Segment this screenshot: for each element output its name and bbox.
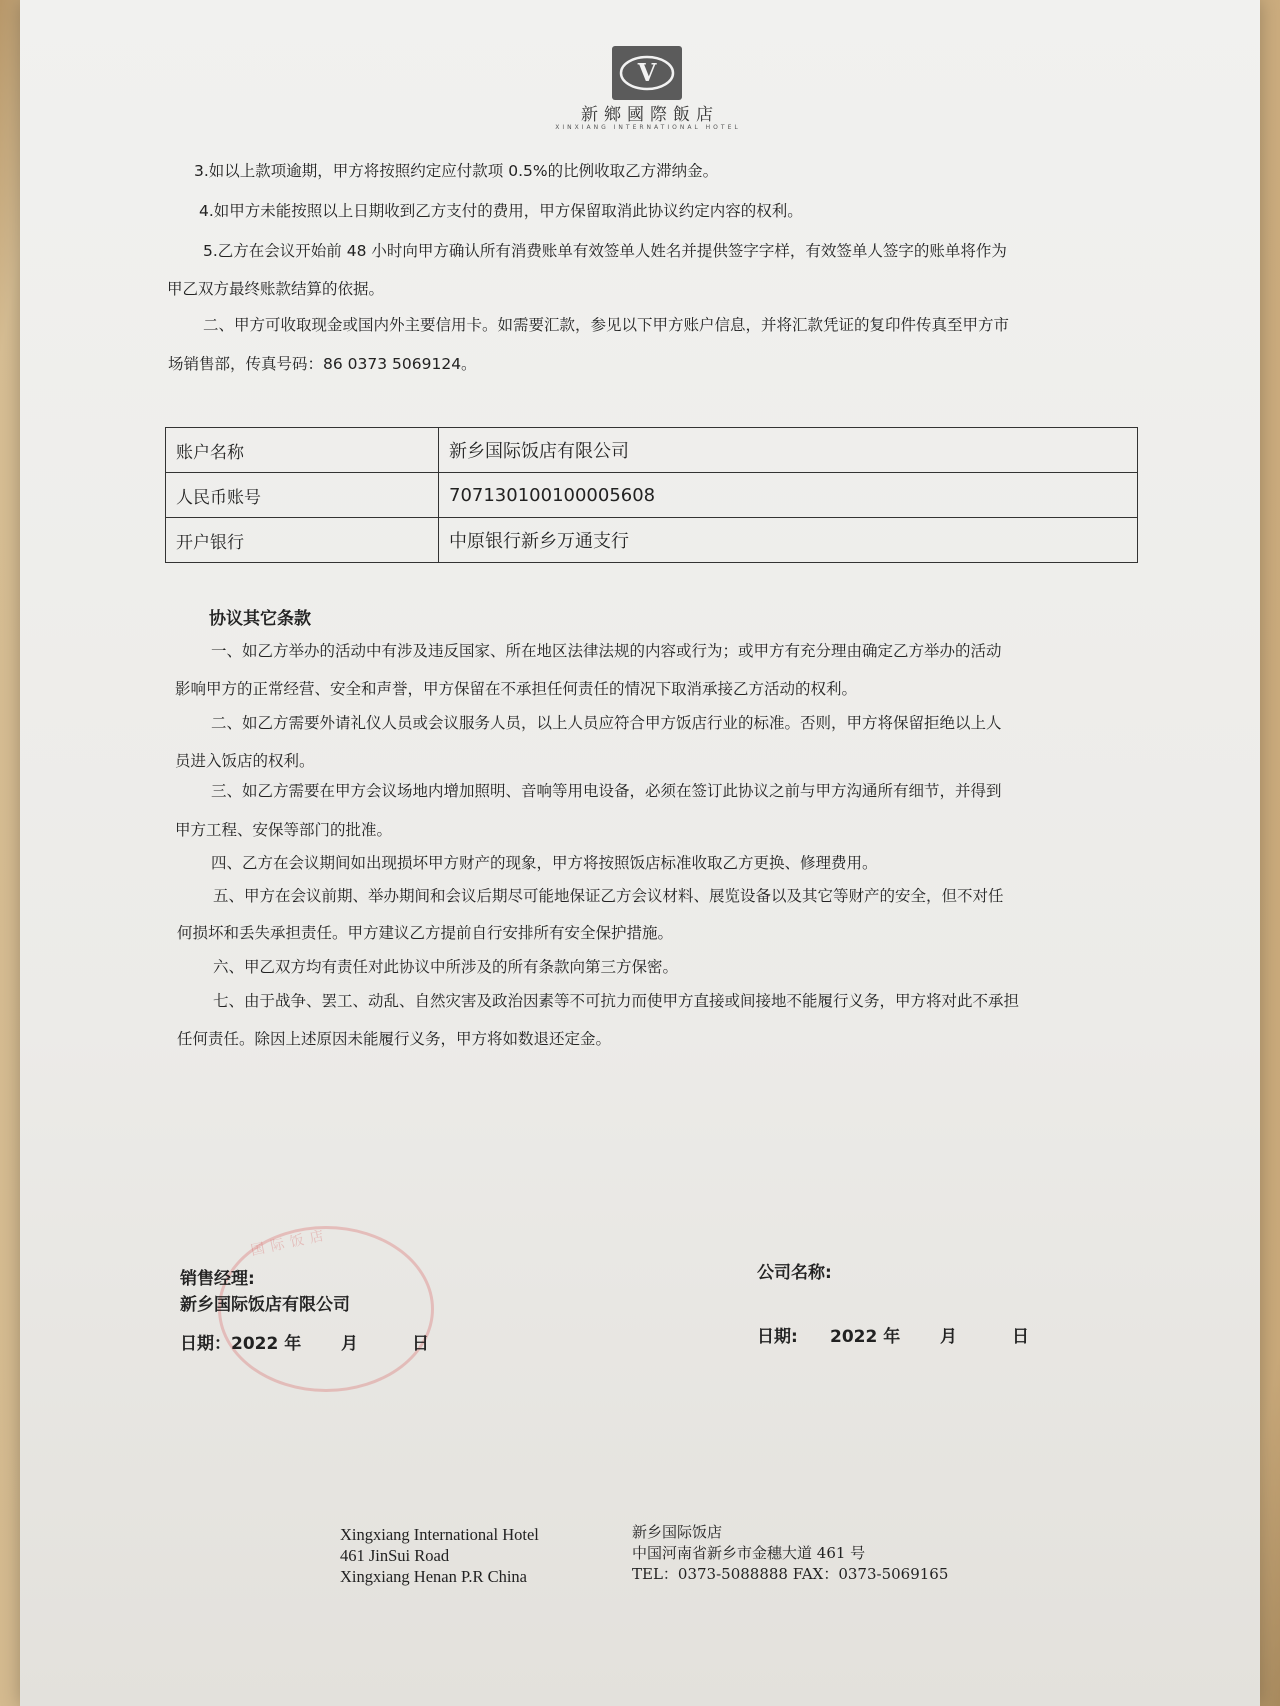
- term-1: 一、如乙方举办的活动中有涉及违反国家、所在地区法律法规的内容或行为；或甲方有充分理由确定乙方举办的活动: [211, 642, 1002, 660]
- clause-5: 5.乙方在会议开始前 48 小时向甲方确认所有消费账单有效签单人姓名并提供签字字样，有效签单人签字的账单将作为: [203, 242, 1007, 260]
- footer-cn-line: 新乡国际饭店: [632, 1523, 723, 1541]
- hotel-name-en: XINXIANG INTERNATIONAL HOTEL: [555, 124, 741, 131]
- account-name-label: 账户名称: [166, 428, 439, 473]
- hotel-logo: [612, 46, 682, 100]
- clause-3: 3.如以上款项逾期，甲方将按照约定应付款项 0.5%的比例收取乙方滞纳金。: [194, 162, 719, 180]
- term-3: 三、如乙方需要在甲方会议场地内增加照明、音响等用电设备，必须在签订此协议之前与甲方沟通所有细节，并得到: [211, 782, 1002, 800]
- right-date-label: 日期:: [757, 1327, 798, 1347]
- term-7-cont: 任何责任。除因上述原因未能履行义务，甲方将如数退还定金。: [177, 1030, 612, 1048]
- footer-address-en: [340, 1524, 539, 1587]
- client-company-label: 公司名称:: [757, 1263, 832, 1283]
- payment-clause: 二、甲方可收取现金或国内外主要信用卡。如需要汇款，参见以下甲方账户信息，并将汇款凭证的复印件传真至甲方市: [203, 316, 1010, 334]
- clause-4: 4.如甲方未能按照以上日期收到乙方支付的费用，甲方保留取消此协议约定内容的权利。: [199, 202, 803, 220]
- stamp-text: 国际饭店: [249, 1226, 331, 1260]
- svg-text:V: V: [637, 58, 657, 87]
- right-date-year: 2022 年: [830, 1327, 901, 1347]
- account-table: [165, 427, 1138, 563]
- footer-en-line: Xingxiang Henan P.R China: [340, 1567, 527, 1586]
- term-4: 四、乙方在会议期间如出现损坏甲方财产的现象，甲方将按照饭店标准收取乙方更换、修理费用。: [211, 854, 878, 872]
- term-2-cont: 员进入饭店的权利。: [175, 752, 315, 770]
- table-row: [166, 428, 1138, 473]
- hotel-name-cn: 新鄉國際飯店: [581, 105, 719, 125]
- footer-en-line: 461 JinSui Road: [340, 1546, 450, 1565]
- term-3-cont: 甲方工程、安保等部门的批准。: [175, 821, 393, 839]
- clause-5-cont: 甲乙双方最终账款结算的依据。: [167, 280, 385, 298]
- account-number-value: 707130100100005608: [439, 473, 1138, 518]
- term-6: 六、甲乙双方均有责任对此协议中所涉及的所有条款向第三方保密。: [213, 958, 679, 976]
- account-number-label: 人民币账号: [166, 473, 439, 518]
- footer-address-cn: [632, 1522, 948, 1585]
- right-date-month: 月: [940, 1327, 957, 1347]
- term-5: 五、甲方在会议前期、举办期间和会议后期尽可能地保证乙方会议材料、展览设备以及其它等财产的安全，但不对任: [213, 887, 1004, 905]
- term-1-cont: 影响甲方的正常经营、安全和声誉，甲方保留在不承担任何责任的情况下取消承接乙方活动的权利。: [175, 680, 858, 698]
- footer-en-line: Xingxiang International Hotel: [340, 1525, 539, 1544]
- table-row: [166, 518, 1138, 563]
- other-terms-title: 协议其它条款: [209, 609, 311, 629]
- left-date-month: 月: [341, 1334, 358, 1354]
- right-date-day: 日: [1012, 1327, 1029, 1347]
- term-5-cont: 何损坏和丢失承担责任。甲方建议乙方提前自行安排所有安全保护措施。: [177, 924, 674, 942]
- payment-clause-cont: 场销售部，传真号码：86 0373 5069124。: [168, 355, 477, 373]
- term-7: 七、由于战争、罢工、动乱、自然灾害及政治因素等不可抗力而使甲方直接或间接地不能履行义务，甲方将对此不承担: [213, 992, 1020, 1010]
- bank-label: 开户银行: [166, 518, 439, 563]
- left-date-day: 日: [412, 1334, 429, 1354]
- sales-manager-label: 销售经理:: [180, 1269, 255, 1289]
- hotel-company-name: 新乡国际饭店有限公司: [180, 1295, 350, 1315]
- term-2: 二、如乙方需要外请礼仪人员或会议服务人员，以上人员应符合甲方饭店行业的标准。否则，甲方将保留拒绝以上人: [211, 714, 1002, 732]
- account-name-value: 新乡国际饭店有限公司: [439, 428, 1138, 473]
- footer-cn-line: 中国河南省新乡市金穗大道 461 号: [632, 1544, 866, 1562]
- left-date-label: 日期：2022 年: [180, 1334, 302, 1354]
- footer-cn-line: TEL：0373-5088888 FAX：0373-5069165: [632, 1565, 949, 1583]
- table-row: [166, 473, 1138, 518]
- bank-value: 中原银行新乡万通支行: [439, 518, 1138, 563]
- logo-v-icon: [617, 51, 677, 95]
